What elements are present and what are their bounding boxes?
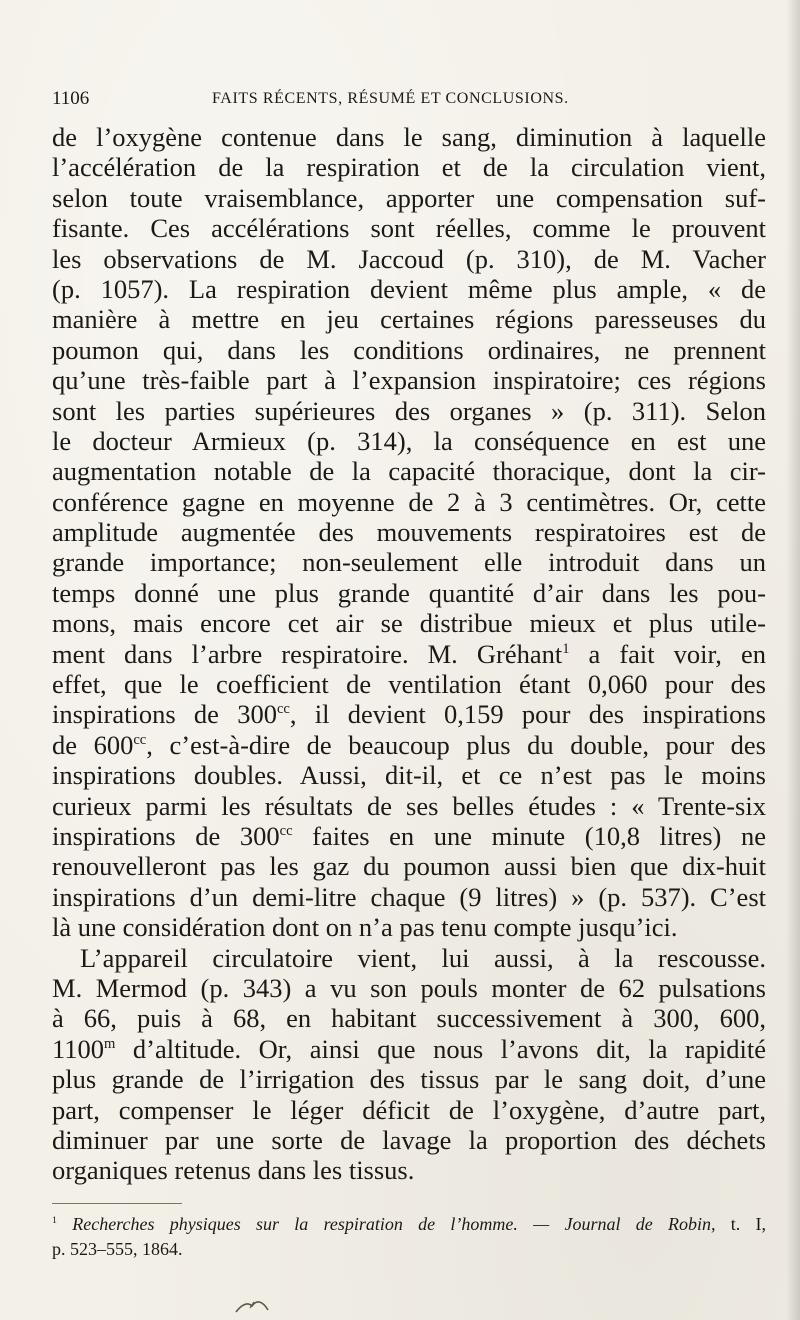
text-segment: d’altitude. Or, ainsi que nous l’avons dit, la rapidité [115,1033,766,1064]
text-line: L’appareil circulatoire vient, lui aussi, à la rescousse. [80,942,766,973]
footnote-rule [52,1203,182,1204]
text-line: conférence gagne en moyenne de 2 à 3 centimètres. Or, cette [52,486,766,517]
page-number: 1106 [52,88,90,109]
text-line: augmentation notable de la capacité thoracique, dont la cir- [52,456,766,487]
page-edge-shadow [786,0,800,1320]
body-text [52,122,766,1186]
text-line: amplitude augmentée des mouvements respiratoires est de [52,517,766,548]
footnote-citation-title: Recherches physiques sur la respiration de l’homme. — Journal de Robin, [72,1214,716,1234]
text-segment: , il devient 0,159 pour des inspirations [289,699,766,730]
text-line [52,639,766,669]
text-line: grande importance; non-seulement elle introduit dans un [52,547,766,578]
text-line [52,730,766,760]
text-line: part, compenser le léger déficit de l’oxygène, d’autre part, [52,1094,766,1125]
text-line: manière à mettre en jeu certaines régions paresseuses du [52,304,766,335]
text-line [52,1034,766,1064]
text-line: qu’une très-faible part à l’expansion inspiratoire; ces régions [52,365,766,396]
footnote-line: p. 523–555, 1864. [52,1239,183,1259]
text-line: sont les parties supérieures des organes » (p. 311). Selon [52,395,766,426]
text-line: inspirations d’un demi-litre chaque (9 litres) » (p. 537). C’est [52,881,766,912]
text-segment: 1100 [52,1033,105,1064]
text-line: renouvelleront pas les gaz du poumon aussi bien que dix-huit [52,851,766,882]
text-line: de l’oxygène contenue dans le sang, diminution à laquelle [52,122,766,152]
text-line: temps donné une plus grande quantité d’air dans les pou- [52,577,766,608]
text-segment: faites en une minute (10,8 litres) ne [292,820,766,851]
text-line: fisante. Ces accélérations sont réelles, comme le prouvent [52,213,766,244]
footnote [52,1212,766,1262]
unit-superscript: cc [279,822,293,839]
footnote-line [52,1212,766,1237]
text-line: les observations de M. Jaccoud (p. 310), de M. Vacher [52,243,766,274]
footnote-marker: 1 [52,1215,57,1227]
text-line [52,699,766,729]
text-segment: inspirations de 300 [52,820,280,851]
text-segment: inspirations de 300 [52,699,277,730]
running-head: FAITS RÉCENTS, RÉSUMÉ ET CONCLUSIONS. [212,90,569,107]
text-line: organiques retenus dans les tissus. [52,1155,415,1186]
text-line: M. Mermod (p. 343) a vu son pouls monter de 62 pulsations [52,972,766,1003]
printer-ornament-icon [232,1296,272,1316]
footnote-citation-volume: t. I, [715,1214,766,1234]
text-line: curieux parmi les résultats de ses belles études : « Trente-six [52,790,766,821]
unit-superscript: cc [133,731,147,748]
footnote-reference: 1 [562,640,570,657]
text-segment: ment dans l’arbre respiratoire. M. Gréhant [52,638,563,669]
text-segment: , c’est-à-dire de beaucoup plus du double, pour des [146,729,766,760]
text-line: effet, que le coefficient de ventilation étant 0,060 pour des [52,669,766,700]
page-header [52,88,752,112]
text-line: mons, mais encore cet air se distribue mieux et plus utile- [52,608,766,639]
text-line [52,821,766,851]
text-line: là une considération dont on n’a pas tenu compte jusqu’ici. [52,912,678,943]
text-line: le docteur Armieux (p. 314), la conséquence en est une [52,425,766,456]
text-line: l’accélération de la respiration et de la circulation vient, [52,152,766,183]
text-line: inspirations doubles. Aussi, dit-il, et ce n’est pas le moins [52,760,766,791]
text-segment: de 600 [52,729,134,760]
text-segment: a fait voir, en [569,638,766,669]
text-line: poumon qui, dans les conditions ordinaires, ne prennent [52,334,766,365]
text-line: plus grande de l’irrigation des tissus par le sang doit, d’une [52,1064,766,1095]
text-line: selon toute vraisemblance, apporter une compensation suf- [52,182,766,213]
unit-superscript: m [104,1035,116,1052]
text-line: (p. 1057). La respiration devient même plus ample, « de [52,273,766,304]
text-line: diminuer par une sorte de lavage la proportion des déchets [52,1124,766,1155]
text-line: à 66, puis à 68, en habitant successivement à 300, 600, [52,1003,766,1034]
unit-superscript: cc [276,701,290,718]
